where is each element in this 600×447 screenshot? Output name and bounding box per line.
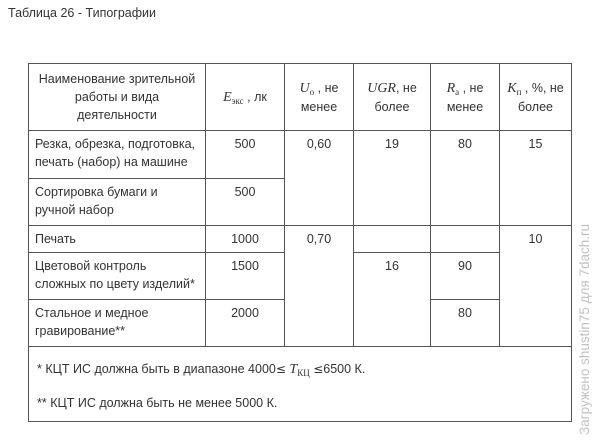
footnote-1-text: * КЦТ ИС должна быть в диапазоне 4000 <box>37 362 276 376</box>
ra-symbol: R <box>446 80 456 96</box>
uo-cell: 0,60 <box>285 131 354 226</box>
work-cell: Стальное и медное гравирование** <box>29 300 206 347</box>
le-sign: ≤ <box>275 362 286 376</box>
table-row <box>29 226 572 253</box>
e-cell: 500 <box>206 131 285 179</box>
e-unit: , лк <box>247 89 267 104</box>
e-cell: 2000 <box>206 300 285 347</box>
header-uo <box>285 64 354 131</box>
kp-cell: 15 <box>500 131 572 226</box>
footnote-1 <box>37 360 563 379</box>
kp-cell: 10 <box>500 226 572 347</box>
kp-symbol: K <box>507 80 517 96</box>
ra-cell: 80 <box>431 131 500 226</box>
e-symbol: E <box>223 89 232 105</box>
e-subscript: экс <box>231 95 244 106</box>
table-caption: Таблица 26 - Типографии <box>8 6 156 20</box>
ugr-cell-empty <box>354 226 431 253</box>
work-cell: Цветовой контроль сложных по цвету изделий* <box>29 253 206 300</box>
lighting-norms-table <box>28 63 572 422</box>
footnote-1-tail: 6500 К. <box>323 362 366 376</box>
tkc-subscript: КЦ <box>297 368 310 378</box>
header-kp <box>500 64 572 131</box>
watermark: Загружено shustin75 для 7dach.ru <box>577 224 592 435</box>
e-cell: 1500 <box>206 253 285 300</box>
le-sign: ≤ <box>313 362 324 376</box>
header-ra <box>431 64 500 131</box>
e-cell: 1000 <box>206 226 285 253</box>
ra-cell: 80 <box>431 300 500 347</box>
uo-subscript: о <box>309 86 315 97</box>
tkc-symbol: T <box>289 362 298 377</box>
ra-cell-empty <box>431 226 500 253</box>
notes-row <box>29 347 572 422</box>
ugr-symbol: UGR <box>367 80 396 96</box>
ugr-unit: , не более <box>374 80 417 114</box>
ugr-cell: 16 <box>354 253 431 347</box>
header-e <box>206 64 285 131</box>
work-cell: Резка, обрезка, подготовка, печать (набор) на машине <box>29 131 206 179</box>
footnote-2: ** КЦТ ИС должна быть не менее 5000 К. <box>37 396 278 410</box>
table-row <box>29 131 572 179</box>
e-cell: 500 <box>206 179 285 226</box>
work-cell: Сортировка бумаги и ручной набор <box>29 179 206 226</box>
uo-unit: , не менее <box>300 80 339 114</box>
kp-subscript: п <box>516 86 522 97</box>
ra-unit: , не менее <box>446 80 484 114</box>
work-cell: Печать <box>29 226 206 253</box>
ugr-cell: 19 <box>354 131 431 226</box>
uo-cell: 0,70 <box>285 226 354 347</box>
ra-subscript: а <box>455 86 460 97</box>
header-work: Наименование зрительной работы и вида деятельности <box>29 64 206 131</box>
ra-cell: 90 <box>431 253 500 300</box>
kp-unit: , %, не более <box>517 80 564 114</box>
footnotes <box>29 347 572 422</box>
header-ugr <box>354 64 431 131</box>
header-row <box>29 64 572 131</box>
uo-symbol: U <box>299 80 310 96</box>
